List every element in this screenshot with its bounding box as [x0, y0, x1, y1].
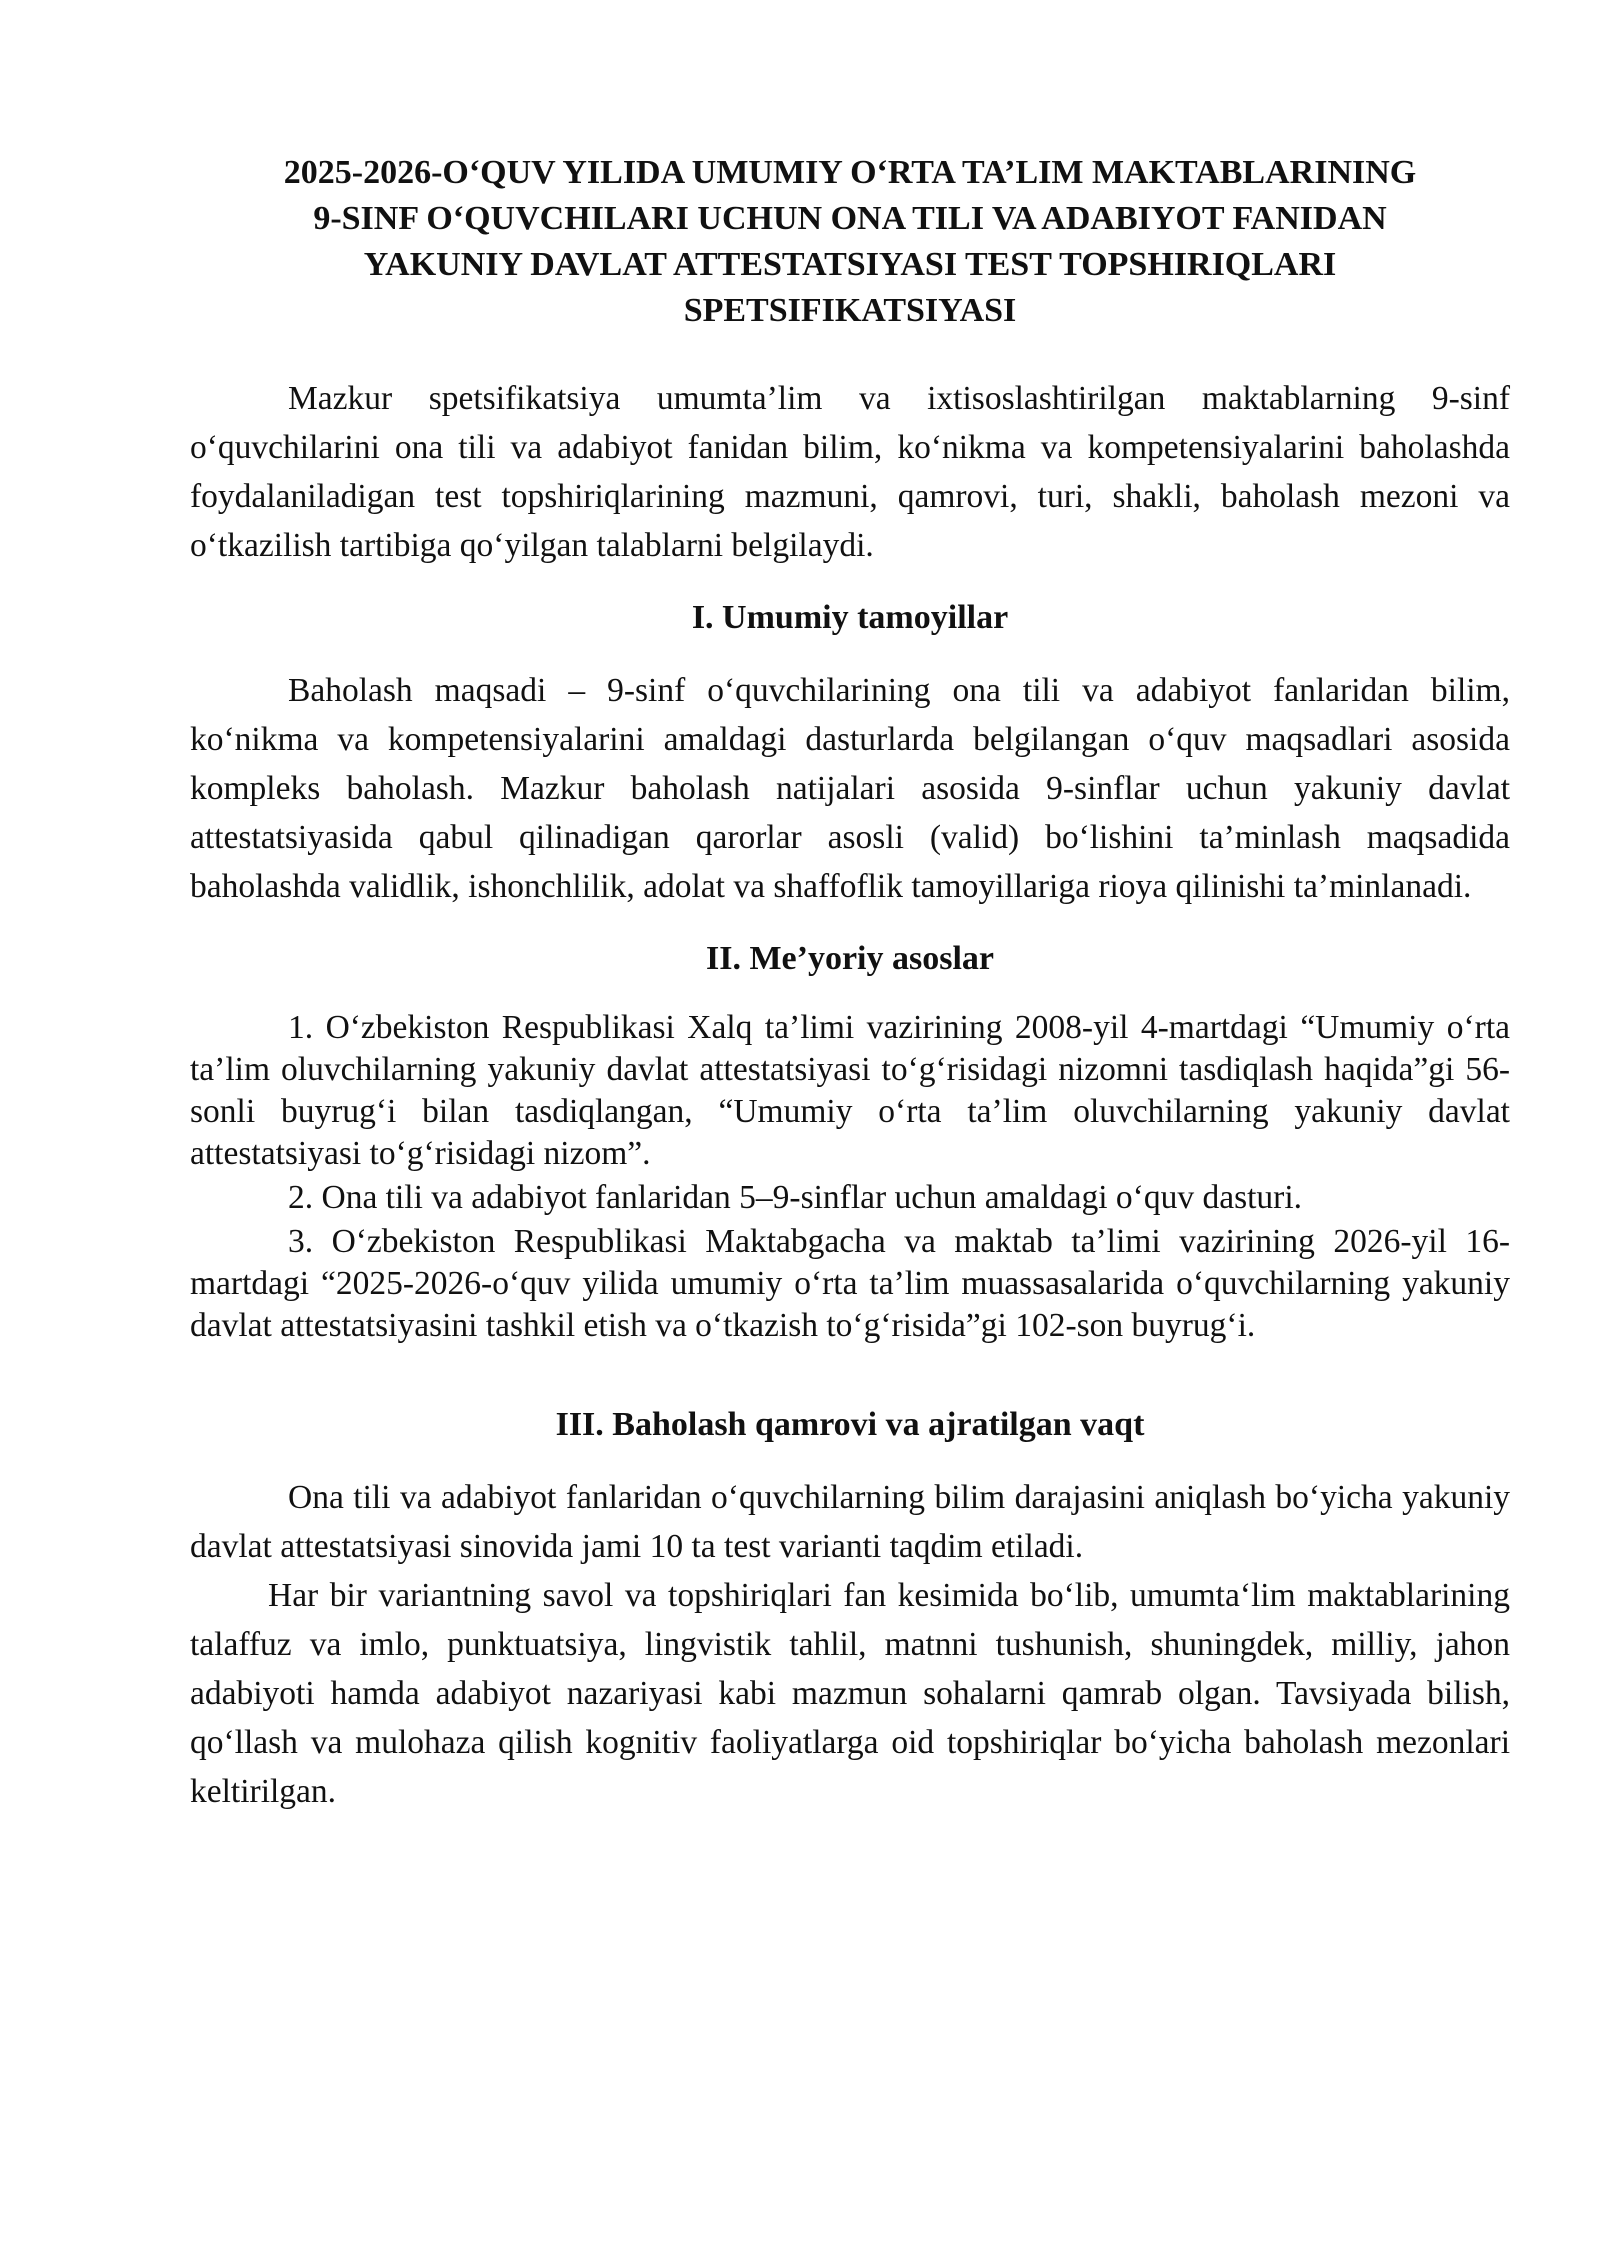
- intro-paragraph: Mazkur spetsifikatsiya umumta’lim va ixtisoslashtirilgan maktablarning 9-sinf o‘quvchilarini ona tili va adabiyot fanidan bilim, ko‘nikma va kompetensiyalarini baholashda foydalaniladigan test topshiriqlarining mazmuni, qamrovi, turi, shakli, baholash mezoni va o‘tkazilish tartibiga qo‘yilgan talablarni belgilaydi.: [190, 380, 1510, 564]
- title-line-2: 9-SINF O‘QUVCHILARI UCHUN ONA TILI VA ADABIYOT FANIDAN: [313, 200, 1387, 237]
- section-2-heading: II. Me’yoriy asoslar: [705, 940, 994, 977]
- document-title: [190, 150, 1510, 334]
- section-3-paragraph-2: Har bir variantning savol va topshiriqlari fan kesimida bo‘lib, umumta‘lim maktablarining talaffuz va imlo, punktuatsiya, lingvistik tahlil, matnni tushunish, shuningdek, milliy, jahon adabiyoti hamda adabiyot nazariyasi kabi mazmun sohalarni qamrab olgan. Tavsiyada bilish, qo‘llash va mulohaza qilish kognitiv faoliyatlarga oid topshiriqlar bo‘yicha baholash mezonlari keltirilgan.: [190, 1577, 1510, 1810]
- title-line-4: SPETSIFIKATSIYASI: [683, 292, 1017, 329]
- section-3-heading: III. Baholash qamrovi va ajratilgan vaqt: [555, 1406, 1145, 1443]
- section-3-paragraph-1: Ona tili va adabiyot fanlaridan o‘quvchilarning bilim darajasini aniqlash bo‘yicha yakuniy davlat attestatsiyasi sinovida jami 10 ta test varianti taqdim etiladi.: [190, 1479, 1510, 1565]
- section-1-heading: I. Umumiy tamoyillar: [691, 599, 1009, 636]
- list-item: 2. Ona tili va adabiyot fanlaridan 5–9-sinflar uchun amaldagi o‘quv dasturi.: [288, 1179, 1303, 1216]
- document-page: [190, 150, 1510, 1816]
- title-line-3: YAKUNIY DAVLAT ATTESTATSIYASI TEST TOPSHIRIQLARI: [363, 246, 1337, 283]
- normative-list: [190, 1007, 1510, 1347]
- section-1-paragraph: Baholash maqsadi – 9-sinf o‘quvchilarining ona tili va adabiyot fanlaridan bilim, ko‘nikma va kompetensiyalarini amaldagi dasturlarda belgilangan o‘quv maqsadlari asosida kompleks baholash. Mazkur baholash natijalari asosida 9-sinflar uchun yakuniy davlat attestatsiyasida qabul qilinadigan qarorlar asosli (valid) bo‘lishini ta’minlash maqsadida baholashda validlik, ishonchlilik, adolat va shaffoflik tamoyillariga rioya qilinishi ta’minlanadi.: [190, 672, 1510, 905]
- list-item: 3. O‘zbekiston Respublikasi Maktabgacha va maktab ta’limi vazirining 2026-yil 16-martdagi “2025-2026-o‘quv yilida umumiy o‘rta ta’lim muassasalarida o‘quvchilarning yakuniy davlat attestatsiyasini tashkil etish va o‘tkazish to‘g‘risida”gi 102-son buyrug‘i.: [190, 1223, 1510, 1344]
- list-item: 1. O‘zbekiston Respublikasi Xalq ta’limi vazirining 2008-yil 4-martdagi “Umumiy o‘rta ta’lim oluvchilarning yakuniy davlat attestatsiyasi to‘g‘risidagi nizomni tasdiqlash haqida”gi 56-sonli buyrug‘i bilan tasdiqlangan, “Umumiy o‘rta ta’lim oluvchilarning yakuniy davlat attestatsiyasi to‘g‘risidagi nizom”.: [190, 1009, 1510, 1172]
- title-line-1: 2025-2026-O‘QUV YILIDA UMUMIY O‘RTA TA’LIM MAKTABLARINING: [283, 154, 1417, 191]
